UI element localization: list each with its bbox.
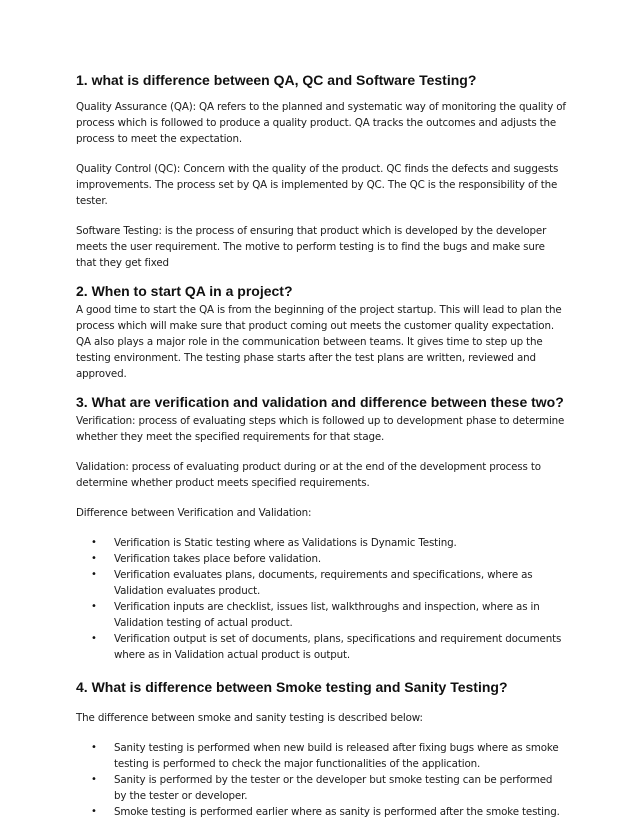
section-1-paragraph-software-testing: Software Testing: is the process of ensuring that product which is developed by the developer meets the user requirement. The motive to perform testing is to find the bugs and make sure that they get fixed [76,225,547,269]
bullet-icon: • [91,633,97,644]
section-3-bullet-list [76,535,566,663]
list-item [76,551,566,567]
list-item [76,740,566,772]
bullet-icon: • [91,742,97,753]
section-1-heading: 1. what is difference between QA, QC and Software Testing? [76,72,477,88]
section-3-paragraph-verification: Verification: process of evaluating steps which is followed up to development phase to determine whether they meet the specified requirements for that stage. [76,415,565,443]
list-item [76,631,566,663]
bullet-icon: • [91,569,97,580]
list-item-text: Sanity testing is performed when new build is released after fixing bugs where as smoke testing is performed to check the major functionalities of the application. [114,742,559,770]
list-item [76,535,566,551]
list-item [76,599,566,631]
section-4-paragraph: The difference between smoke and sanity testing is described below: [76,712,423,724]
section-4-bullet-list [76,740,566,820]
section-4-heading: 4. What is difference between Smoke testing and Sanity Testing? [76,679,508,695]
list-item-text: Verification evaluates plans, documents, requirements and specifications, where as Validation evaluates product. [114,569,533,597]
list-item-text: Verification inputs are checklist, issues list, walkthroughs and inspection, where as in Validation testing of actual product. [114,601,540,629]
section-2-paragraph: A good time to start the QA is from the beginning of the project startup. This will lead to plan the process which will make sure that product coming out meets the customer quality expectation. QA also plays a major role in the communication between teams. It gives time to step up the testing environment. The testing phase starts after the test plans are written, reviewed and approved. [76,304,562,380]
section-1-paragraph-qc: Quality Control (QC): Concern with the quality of the product. QC finds the defects and suggests improvements. The process set by QA is implemented by QC. The QC is the responsibility of the tester. [76,163,559,207]
document-content [76,72,566,820]
section-3-heading: 3. What are verification and validation and difference between these two? [76,394,564,410]
list-item-text: Sanity is performed by the tester or the developer but smoke testing can be performed by the tester or developer. [114,774,553,802]
list-item [76,567,566,599]
list-item [76,772,566,804]
list-item-text: Verification takes place before validation. [114,553,321,565]
bullet-icon: • [91,774,97,785]
list-item-text: Verification is Static testing where as Validations is Dynamic Testing. [114,537,457,549]
section-1-paragraph-qa: Quality Assurance (QA): QA refers to the planned and systematic way of monitoring the quality of process which is followed to produce a quality product. QA tracks the outcomes and adjusts the process to meet the expectation. [76,101,566,145]
bullet-icon: • [91,601,97,612]
bullet-icon: • [91,806,97,817]
bullet-icon: • [91,537,97,548]
list-item-text: Verification output is set of documents, plans, specifications and requirement documents where as in Validation actual product is output. [114,633,562,661]
section-3-paragraph-difference-intro: Difference between Verification and Validation: [76,507,312,519]
section-2-heading: 2. When to start QA in a project? [76,283,293,299]
list-item-text: Smoke testing is performed earlier where as sanity is performed after the smoke testing. [114,806,560,818]
bullet-icon: • [91,553,97,564]
section-3-paragraph-validation: Validation: process of evaluating product during or at the end of the development process to determine whether product meets specified requirements. [76,461,541,489]
list-item [76,804,566,820]
